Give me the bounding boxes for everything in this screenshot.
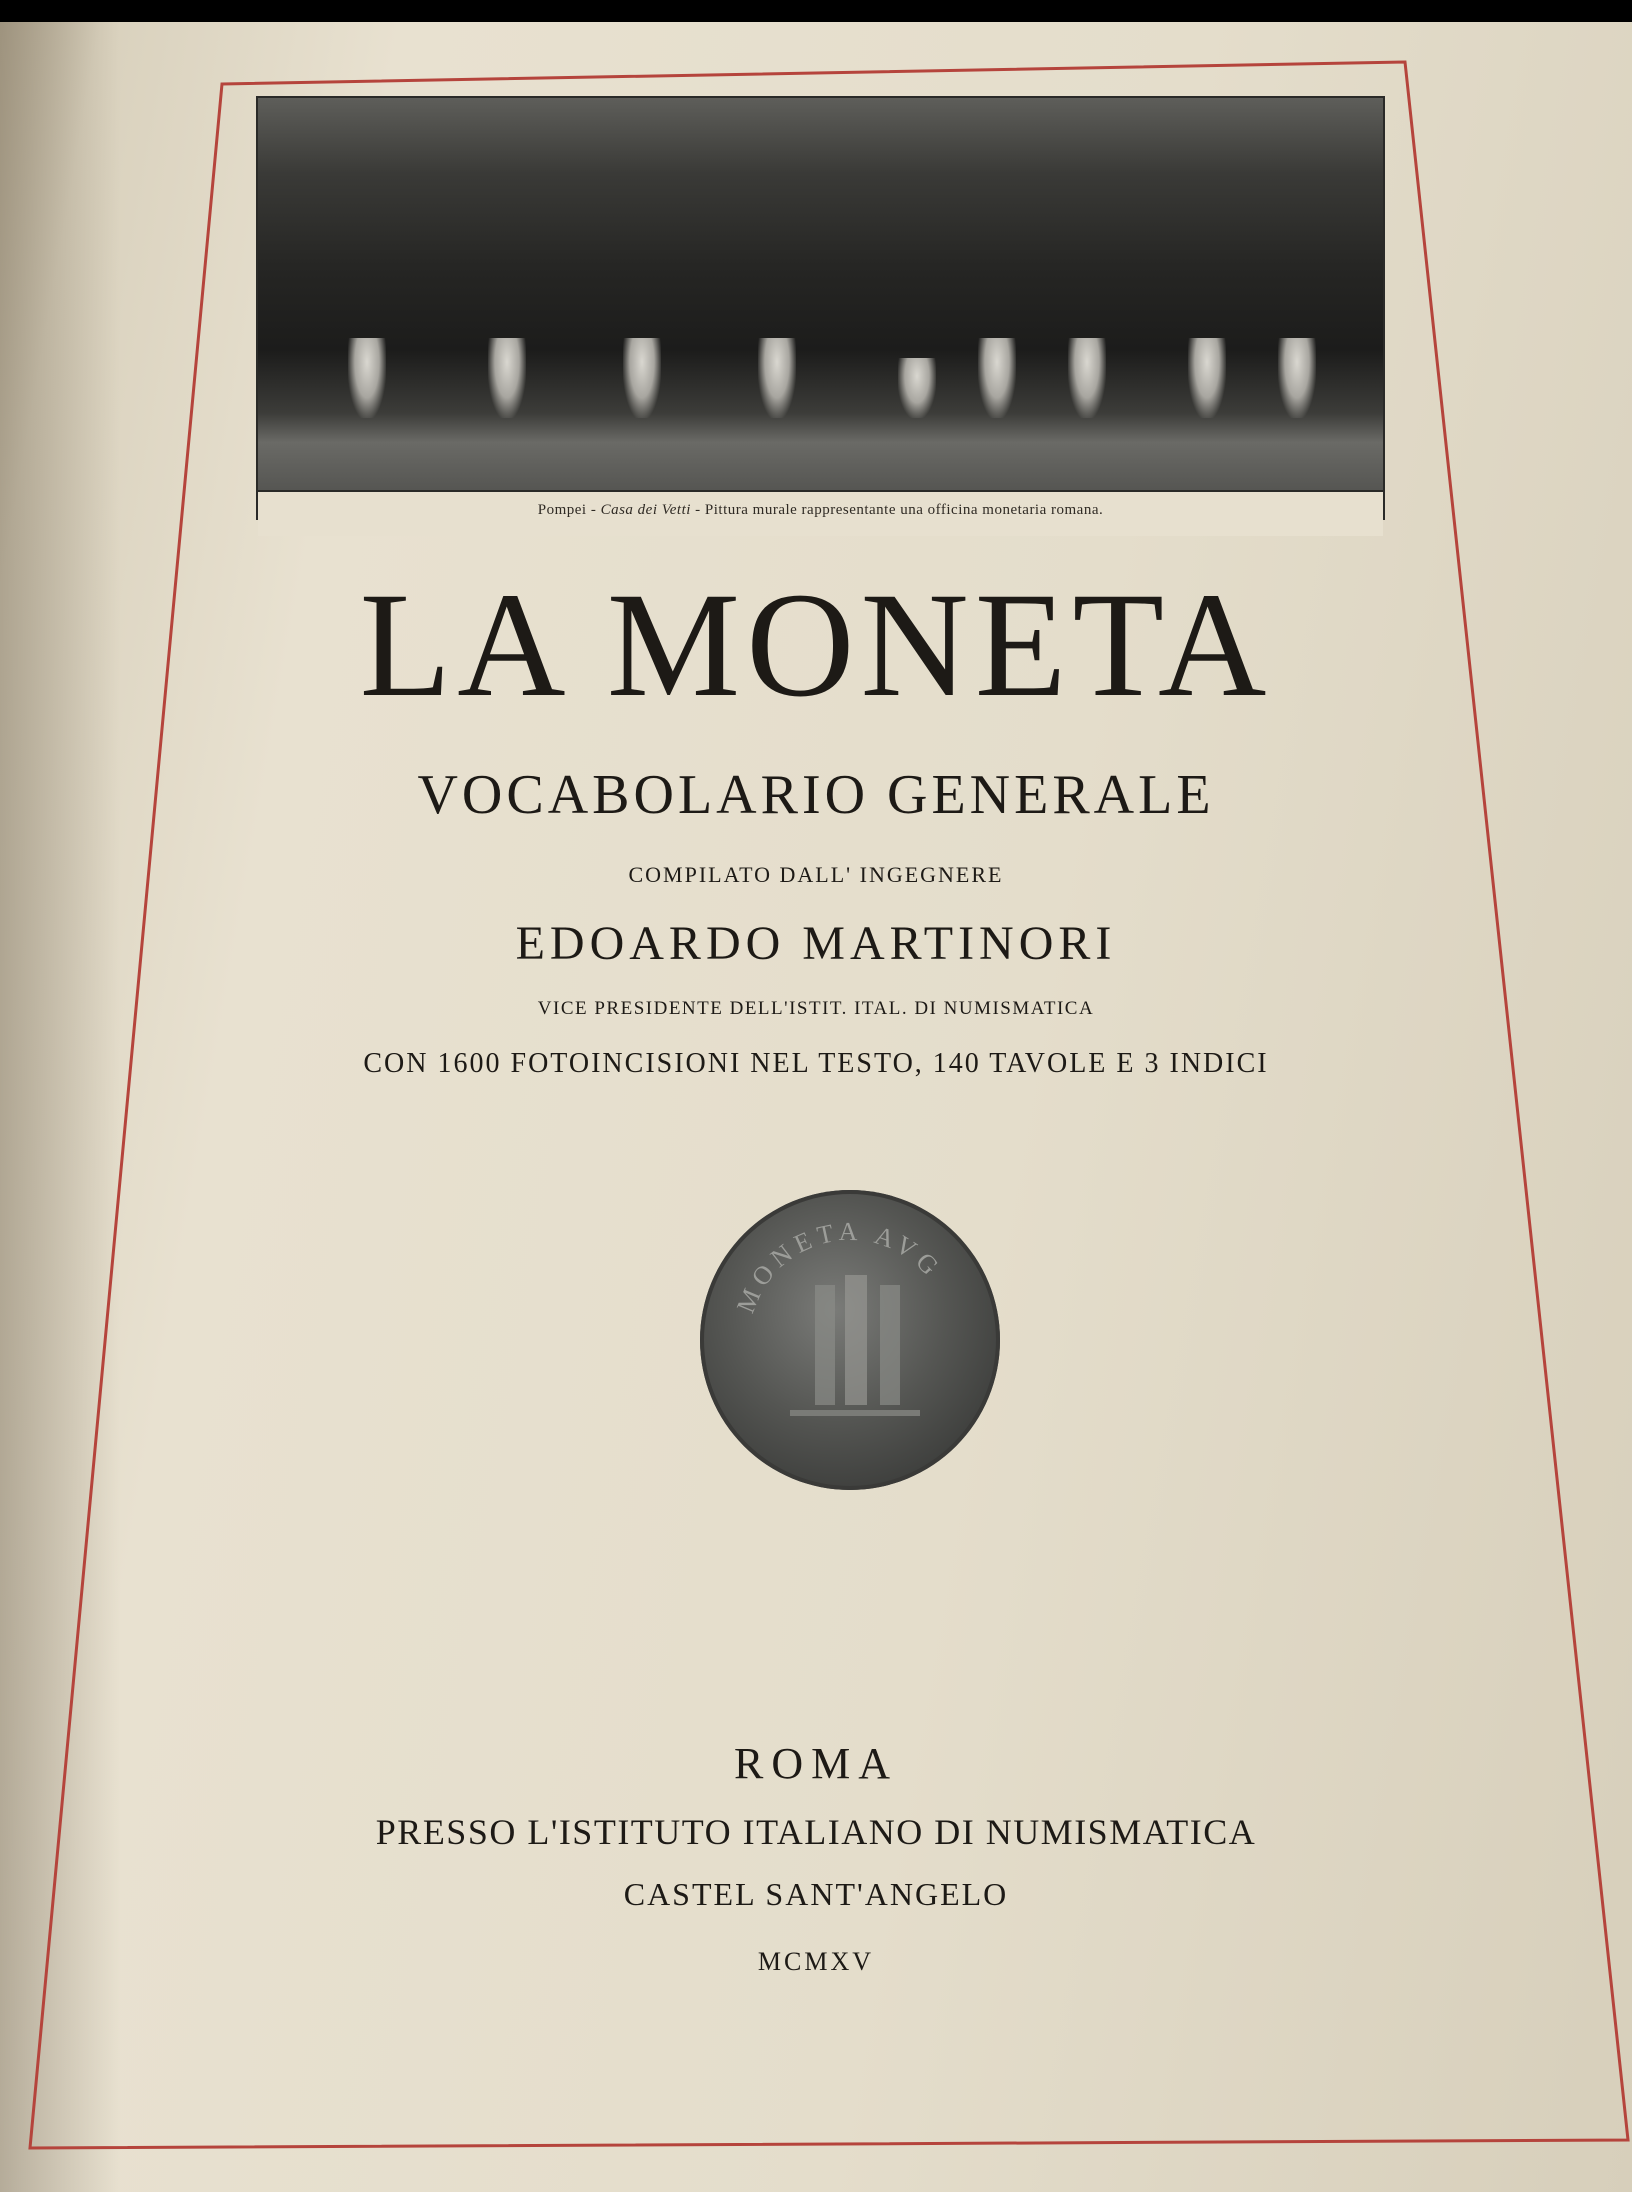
caption-prefix: Pompei - bbox=[537, 502, 601, 518]
imprint-city: ROMA bbox=[733, 1739, 899, 1788]
svg-text:MONETA AVG bbox=[731, 1217, 948, 1317]
imprint-publisher: PRESSO L'ISTITUTO ITALIANO DI NUMISMATICA bbox=[375, 1812, 1257, 1852]
caption-italic: Casa dei Vetti bbox=[600, 502, 691, 518]
compiled-by: COMPILATO DALL' INGEGNERE bbox=[628, 862, 1004, 887]
fresco-caption bbox=[258, 490, 1383, 536]
book-subtitle: VOCABOLARIO GENERALE bbox=[417, 764, 1215, 826]
imprint-location: CASTEL SANT'ANGELO bbox=[623, 1876, 1009, 1912]
coin-inscription: MONETA AVG bbox=[730, 1216, 949, 1318]
caption-suffix: - Pittura murale rappresentante una officina monetaria romana. bbox=[690, 502, 1104, 518]
book-title: LA MONETA bbox=[359, 562, 1273, 728]
coin-image bbox=[700, 1190, 1000, 1490]
contents-line: CON 1600 FOTOINCISIONI NEL TESTO, 140 TAVOLE E 3 INDICI bbox=[363, 1048, 1269, 1079]
imprint-year: MCMXV bbox=[757, 1947, 875, 1976]
author-name: EDOARDO MARTINORI bbox=[515, 917, 1117, 970]
coin-relief-icon bbox=[700, 1190, 1000, 1490]
fresco-illustration bbox=[258, 98, 1383, 518]
author-role: VICE PRESIDENTE DELL'ISTIT. ITAL. DI NUMISMATICA bbox=[537, 998, 1095, 1019]
